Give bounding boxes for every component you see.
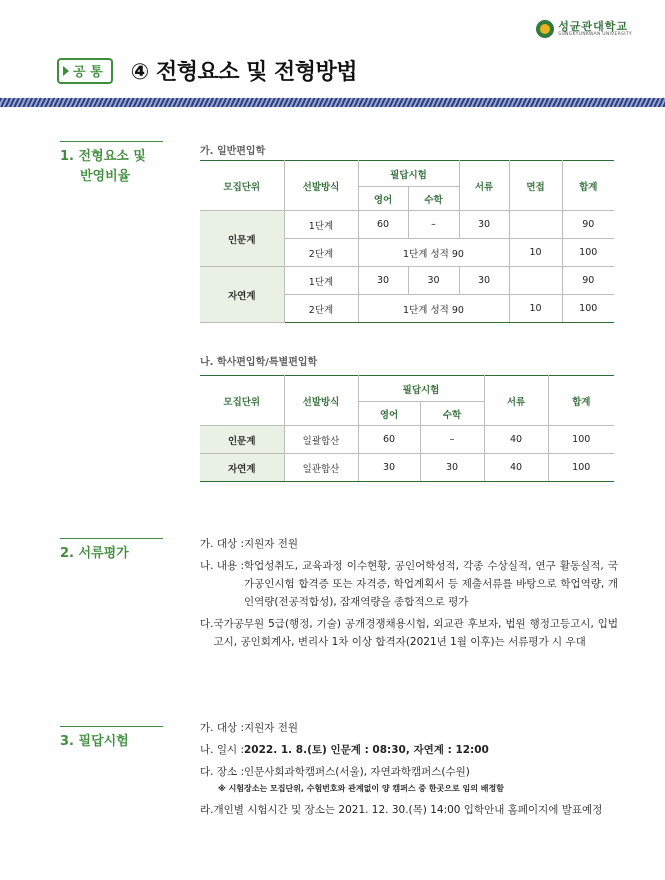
docs-score: 40 bbox=[484, 454, 548, 482]
header-unit: 모집단위 bbox=[200, 376, 284, 426]
english-score: 30 bbox=[358, 454, 420, 482]
item-label: 라. bbox=[200, 804, 214, 816]
item-text: 지원자 전원 bbox=[243, 722, 299, 734]
interview-score bbox=[509, 211, 562, 239]
item-text: 지원자 전원 bbox=[243, 538, 299, 550]
general-transfer-table bbox=[200, 160, 614, 323]
math-score: – bbox=[408, 211, 459, 239]
written-exam-content bbox=[200, 719, 618, 819]
header-math: 수학 bbox=[408, 187, 459, 211]
docs-score: 30 bbox=[459, 267, 509, 295]
arrow-icon bbox=[63, 66, 69, 76]
item-text: 학업성취도, 교육과정 이수현황, 공인어학성적, 각종 수상실적, 연구 활동실적, 국가공인시험 합격증 또는 자격증, 학업계획서 등 제출서류를 바탕으로 학업역량, 개인역량(전공적합성), 잠재역량을 종합적으로 평가 bbox=[243, 560, 618, 608]
total-score: 100 bbox=[548, 454, 614, 482]
header-english: 영어 bbox=[358, 402, 420, 426]
table-a-title: 가. 일반편입학 bbox=[200, 146, 266, 157]
list-item bbox=[200, 763, 618, 781]
docs-score: 40 bbox=[484, 426, 548, 454]
stage-label: 1단계 bbox=[284, 267, 358, 295]
item-label: 다. bbox=[200, 618, 214, 630]
header-method: 선발방식 bbox=[284, 161, 358, 211]
section-heading-3: 3. 필답시험 bbox=[60, 726, 163, 752]
group-name: 자연계 bbox=[200, 454, 284, 482]
list-item bbox=[200, 719, 618, 737]
stage-label: 2단계 bbox=[284, 295, 358, 323]
total-score: 100 bbox=[562, 239, 614, 267]
table-b-title: 나. 학사편입학/특별편입학 bbox=[200, 357, 318, 368]
merged-score: 1단계 성적 90 bbox=[358, 239, 509, 267]
item-text: 개인별 시험시간 및 장소는 2021. 12. 30.(목) 14:00 입학안내 홈페이지에 발표예정 bbox=[213, 804, 603, 816]
item-label: 가. 대상 : bbox=[200, 538, 244, 550]
list-item bbox=[200, 535, 618, 553]
method: 일관합산 bbox=[284, 454, 358, 482]
stage-label: 1단계 bbox=[284, 211, 358, 239]
total-score: 90 bbox=[562, 267, 614, 295]
merged-score: 1단계 성적 90 bbox=[358, 295, 509, 323]
group-name: 인문계 bbox=[200, 426, 284, 454]
item-label: 나. 내용 : bbox=[200, 560, 244, 572]
total-score: 90 bbox=[562, 211, 614, 239]
docs-score: 30 bbox=[459, 211, 509, 239]
university-logo bbox=[536, 20, 632, 38]
header-stripe-divider bbox=[0, 98, 665, 107]
english-score: 60 bbox=[358, 426, 420, 454]
total-score: 100 bbox=[548, 426, 614, 454]
list-item bbox=[200, 801, 618, 819]
interview-score: 10 bbox=[509, 239, 562, 267]
total-score: 100 bbox=[562, 295, 614, 323]
common-badge bbox=[57, 58, 113, 84]
item-label: 나. 일시 : bbox=[200, 744, 244, 756]
math-score: 30 bbox=[408, 267, 459, 295]
section-heading-1-line2: 반영비율 bbox=[80, 169, 131, 184]
exam-location-note: ※ 시험장소는 모집단위, 수험번호와 관계없이 양 캠퍼스 중 한곳으로 임의 배정함 bbox=[218, 784, 504, 793]
section-heading-1 bbox=[60, 141, 163, 187]
page-title: ④ 전형요소 및 전형방법 bbox=[130, 60, 358, 85]
math-score: 30 bbox=[420, 454, 484, 482]
table-row bbox=[200, 211, 614, 239]
item-label: 다. 장소 : bbox=[200, 766, 244, 778]
item-text: 인문사회과학캠퍼스(서울), 자연과학캠퍼스(수원) bbox=[243, 766, 470, 778]
interview-score bbox=[509, 267, 562, 295]
document-review-content bbox=[200, 535, 618, 651]
stage-label: 2단계 bbox=[284, 239, 358, 267]
item-text: 국가공무원 5급(행정, 기술) 공개경쟁채용시험, 외교관 후보자, 법원 행정고등고시, 입법고시, 공인회계사, 변리사 1차 이상 합격자(2021년 1월 이후)는 서류평가 시 우대 bbox=[213, 618, 618, 648]
university-emblem-icon bbox=[536, 20, 554, 38]
header-method: 선발방식 bbox=[284, 376, 358, 426]
group-name: 자연계 bbox=[200, 267, 284, 323]
header-total: 합계 bbox=[562, 161, 614, 211]
header-written: 필답시험 bbox=[358, 161, 459, 187]
item-label: 가. 대상 : bbox=[200, 722, 244, 734]
header-interview: 면접 bbox=[509, 161, 562, 211]
header-written: 필답시험 bbox=[358, 376, 484, 402]
math-score: – bbox=[420, 426, 484, 454]
header-docs: 서류 bbox=[459, 161, 509, 211]
group-name: 인문계 bbox=[200, 211, 284, 267]
badge-label: 공 통 bbox=[73, 65, 103, 80]
interview-score: 10 bbox=[509, 295, 562, 323]
list-item bbox=[200, 615, 618, 651]
method: 일괄합산 bbox=[284, 426, 358, 454]
list-item bbox=[200, 741, 618, 759]
header-total: 합계 bbox=[548, 376, 614, 426]
table-row bbox=[200, 426, 614, 454]
table-row bbox=[200, 454, 614, 482]
header-unit: 모집단위 bbox=[200, 161, 284, 211]
header-math: 수학 bbox=[420, 402, 484, 426]
section-heading-1-line1: 1. 전형요소 및 bbox=[60, 149, 146, 164]
english-score: 60 bbox=[358, 211, 408, 239]
page-header bbox=[57, 55, 357, 86]
special-transfer-table bbox=[200, 375, 614, 482]
header-docs: 서류 bbox=[484, 376, 548, 426]
exam-schedule: 2022. 1. 8.(토) 인문계 : 08:30, 자연계 : 12:00 bbox=[243, 744, 489, 756]
english-score: 30 bbox=[358, 267, 408, 295]
list-item bbox=[200, 557, 618, 611]
logo-english: SUNGKYUNKWAN UNIVERSITY bbox=[558, 31, 632, 37]
table-row bbox=[200, 267, 614, 295]
section-heading-2: 2. 서류평가 bbox=[60, 538, 163, 564]
logo-name: 성균관대학교 bbox=[558, 19, 629, 33]
header-english: 영어 bbox=[358, 187, 408, 211]
